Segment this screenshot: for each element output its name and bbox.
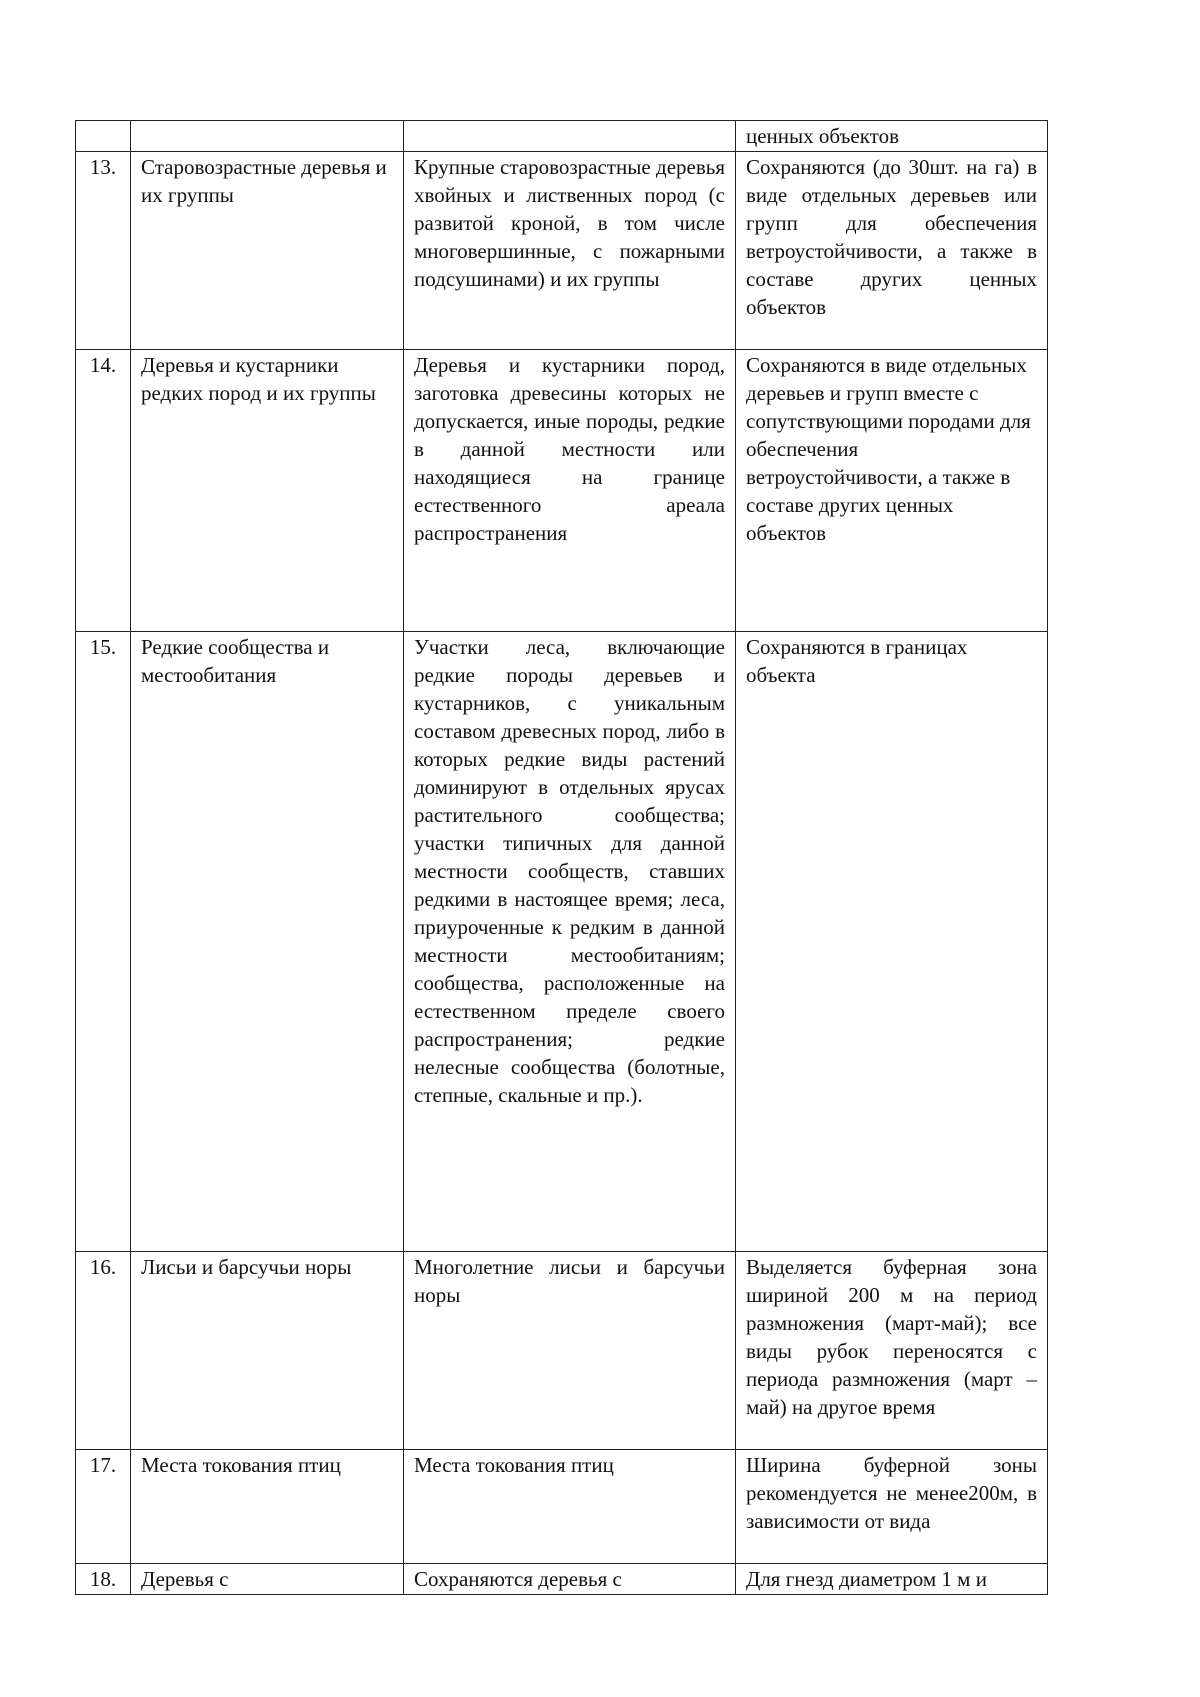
preservation-measures: ценных объектов bbox=[736, 121, 1048, 152]
table-row bbox=[76, 1564, 1048, 1595]
table-row bbox=[76, 152, 1048, 350]
row-number: 17. bbox=[76, 1450, 131, 1564]
preservation-measures: Сохраняются в границах объекта bbox=[736, 632, 1048, 1252]
row-number: 15. bbox=[76, 632, 131, 1252]
table-row bbox=[76, 1252, 1048, 1450]
table-row bbox=[76, 1450, 1048, 1564]
object-name: Редкие сообщества и местообитания bbox=[131, 632, 404, 1252]
object-name: Лисьи и барсучьи норы bbox=[131, 1252, 404, 1450]
table-row bbox=[76, 121, 1048, 152]
preservation-measures: Сохраняются (до 30шт. на га) в виде отдельных деревьев или групп для обеспечения ветроустойчивости, а также в составе других ценных объектов bbox=[736, 152, 1048, 350]
object-name bbox=[131, 121, 404, 152]
object-description: Деревья и кустарники пород, заготовка древесины которых не допускается, иные породы, редкие в данной местности или находящиеся на границе естественного ареала распространения bbox=[404, 350, 736, 632]
preservation-measures: Сохраняются в виде отдельных деревьев и групп вместе с сопутствующими породами для обеспечения ветроустойчивости, а также в составе других ценных объектов bbox=[736, 350, 1048, 632]
table-row bbox=[76, 632, 1048, 1252]
table-row bbox=[76, 350, 1048, 632]
object-name: Деревья с bbox=[131, 1564, 404, 1595]
row-number: 18. bbox=[76, 1564, 131, 1595]
object-description: Сохраняются деревья с bbox=[404, 1564, 736, 1595]
object-description bbox=[404, 121, 736, 152]
preservation-measures: Для гнезд диаметром 1 м и bbox=[736, 1564, 1048, 1595]
object-name: Деревья и кустарники редких пород и их группы bbox=[131, 350, 404, 632]
row-number: 16. bbox=[76, 1252, 131, 1450]
object-description: Крупные старовозрастные деревья хвойных и лиственных пород (с развитой кроной, в том числе многовершинные, с пожарными подсушинами) и их группы bbox=[404, 152, 736, 350]
object-name: Старовозрастные деревья и их группы bbox=[131, 152, 404, 350]
preservation-measures: Выделяется буферная зона шириной 200 м на период размножения (март-май); все виды рубок переносятся с периода размножения (март – май) на другое время bbox=[736, 1252, 1048, 1450]
object-description: Места токования птиц bbox=[404, 1450, 736, 1564]
row-number: 13. bbox=[76, 152, 131, 350]
preservation-measures: Ширина буферной зоны рекомендуется не менее200м, в зависимости от вида bbox=[736, 1450, 1048, 1564]
object-description: Многолетние лисьи и барсучьи норы bbox=[404, 1252, 736, 1450]
objects-table bbox=[75, 120, 1048, 1595]
object-description: Участки леса, включающие редкие породы деревьев и кустарников, с уникальным составом древесных пород, либо в которых редкие виды растений доминируют в отдельных ярусах растительного сообщества; участки типичных для данной местности сообществ, ставших редкими в настоящее время; леса, приуроченные к редким в данной местности местообитаниям; сообщества, расположенные на естественном пределе своего распространения; редкие нелесные сообщества (болотные, степные, скальные и пр.). bbox=[404, 632, 736, 1252]
row-number: 14. bbox=[76, 350, 131, 632]
object-name: Места токования птиц bbox=[131, 1450, 404, 1564]
row-number bbox=[76, 121, 131, 152]
